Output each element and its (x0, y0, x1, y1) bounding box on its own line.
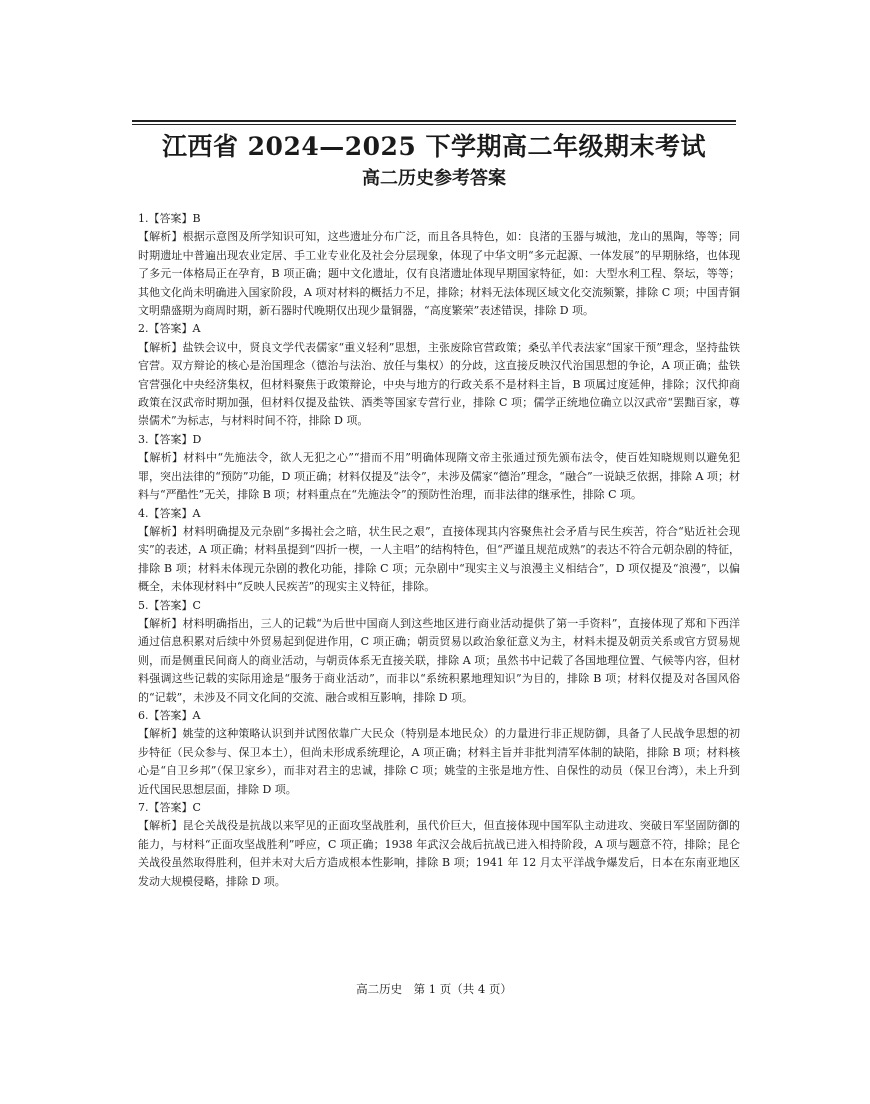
explanation-text: 【解析】根据示意图及所学知识可知，这些遗址分布广泛，而且各具特色，如：良渚的玉器与城池，龙山的黑陶，等等；同时期遗址中普遍出现农业定居、手工业专业化及社会分层现象，体现了中华文明“多元起源、一体发展”的早期脉络，也体现了多元一体格局正在孕育，B 项正确；题中文化遗址，仅有良渚遗址体现早期国家特征，如：大型水利工程、祭坛，等等；其他文化尚未明确进入国家阶段，A 项对材料的概括力不足，排除；材料无法体现区域文化交流频繁，排除 C 项；中国青铜文明鼎盛期为商周时期，新石器时代晚期仅出现少量铜器，“高度繁荣”表述错误，排除 D 项。 (138, 230, 740, 318)
question-item (132, 431, 740, 505)
header-rule (132, 120, 736, 122)
explanation-text: 【解析】盐铁会议中，贤良文学代表儒家“重义轻利”思想，主张废除官营政策；桑弘羊代表法家“国家干预”理念，坚持盐铁官营。双方辩论的核心是治国理念（德治与法治、放任与集权）的分歧，这直接反映汉代治国思想的争论，A 项正确；盐铁官营强化中央经济集权，但材料聚焦于政策辩论，中央与地方的行政关系不是材料主旨，B 项属过度延伸，排除；汉代抑商政策在汉武帝时期加强，但材料仅提及盐铁、酒类等国家专营行业，排除 C 项；儒学正统地位确立以汉武帝“罢黜百家，尊崇儒术”为标志，与材料时间不符，排除 D 项。 (138, 340, 740, 428)
answer-line: 2.【答案】A (138, 322, 201, 336)
answer-content (132, 210, 740, 891)
exam-title: 江西省 2024—2025 下学期高二年级期末考试 (161, 132, 707, 161)
answer-line: 6.【答案】A (138, 708, 201, 722)
explanation-text: 【解析】姚莹的这种策略认识到并试图依靠广大民众（特别是本地民众）的力量进行非正规防御，具备了人民战争思想的初步特征（民众参与、保卫本土），但尚未形成系统理论，A 项正确；材料主旨并非批判清军体制的缺陷，排除 B 项；材料核心是“自卫乡邦”（保卫家乡），而非对君主的忠诚，排除 C 项；姚莹的主张是地方性、自保性的动员（保卫台湾），未上升到近代国民思想层面，排除 D 项。 (138, 727, 740, 796)
answer-line: 1.【答案】B (138, 212, 201, 225)
header-rule-thin (132, 124, 736, 125)
answer-line: 3.【答案】D (138, 432, 202, 446)
answer-line: 7.【答案】C (138, 801, 201, 814)
explanation-text: 【解析】材料明确指出，三人的记载“为后世中国商人到这些地区进行商业活动提供了第一手资料”，直接体现了郑和下西洋通过信息积累对后续中外贸易起到促进作用，C 项正确；朝贡贸易以政治象征意义为主，材料未提及朝贡关系或官方贸易规则，而是侧重民间商人的商业活动，与朝贡体系无直接关联，排除 A 项；虽然书中记载了各国地理位置、气候等内容，但材料强调这些记载的实际用途是“服务于商业活动”，而非以“系统积累地理知识”为目的，排除 B 项；材料仅提及对各国风俗的“记载”，未涉及不同文化间的交流、融合或相互影响，排除 D 项。 (138, 616, 740, 704)
question-item (132, 799, 740, 891)
question-item (132, 597, 740, 707)
question-item (132, 210, 740, 320)
answer-line: 5.【答案】C (138, 598, 201, 612)
explanation-text: 【解析】材料中“先施法令，欲人无犯之心”“措而不用”明确体现隋文帝主张通过预先颁布法令，使百姓知晓规则以避免犯罪，突出法律的“预防”功能，D 项正确；材料仅提及“法令”，未涉及儒家“德治”理念，“融合”一说缺乏依据，排除 A 项；材料与“严酷性”无关，排除 B 项；材料重点在“先施法令”的预防性治理，而非法律的继承性，排除 C 项。 (138, 451, 740, 502)
question-item (132, 707, 740, 799)
explanation-text: 【解析】材料明确提及元杂剧“多揭社会之暗，状生民之艰”，直接体现其内容聚焦社会矛盾与民生疾苦，符合“贴近社会现实”的表述，A 项正确；材料虽提到“四折一楔，一人主唱”的结构特色，但“严谨且规范成熟”的表达不符合元朝杂剧的特征，排除 B 项；材料未体现元杂剧的教化功能，排除 C 项；元杂剧中“现实主义与浪漫主义相结合”，D 项仅提及“浪漫”，以偏概全，未体现材料中“反映人民疾苦”的现实主义特征，排除。 (138, 524, 740, 594)
explanation-text: 【解析】昆仑关战役是抗战以来罕见的正面攻坚战胜利，虽代价巨大，但直接体现中国军队主动进攻、突破日军坚固防御的能力，与材料“正面攻坚战胜利”呼应，C 项正确；1938 年武汉会战后抗战已进入相持阶段，A 项与题意不符，排除；昆仑关战役虽然取得胜利，但并未对大后方造成根本性影响，排除 B 项；1941 年 12 月太平洋战争爆发后，日本在东南亚地区发动大规模侵略，排除 D 项。 (138, 819, 740, 888)
question-item (132, 505, 740, 597)
answer-line: 4.【答案】A (138, 506, 201, 520)
page-footer: 高二历史 第 1 页（共 4 页） (356, 982, 512, 996)
question-item (132, 320, 740, 430)
exam-subtitle: 高二历史参考答案 (362, 168, 506, 189)
